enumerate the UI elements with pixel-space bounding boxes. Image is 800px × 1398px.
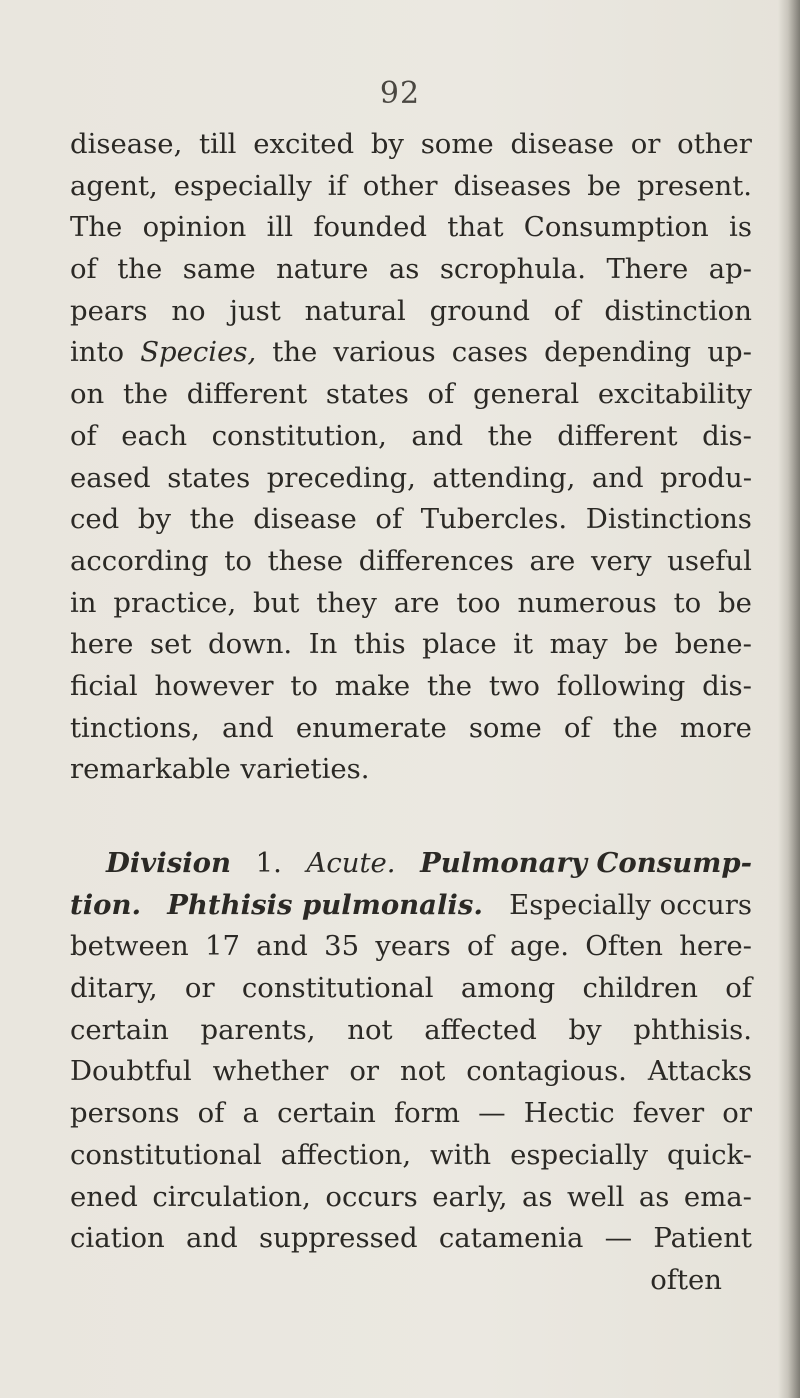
word: that [447, 211, 504, 244]
word: diseases [453, 169, 572, 202]
text-line [70, 249, 752, 291]
word: some [468, 711, 542, 744]
word: The [70, 211, 123, 244]
word: not [399, 1055, 446, 1088]
word: place [422, 628, 497, 661]
word: and [256, 930, 308, 963]
word: years [375, 930, 451, 963]
word: natural [304, 294, 406, 327]
word: or [349, 1055, 380, 1088]
word: distinction [604, 294, 752, 327]
paragraph-2-lines [70, 926, 752, 1260]
word: but [253, 586, 300, 619]
latin-name: Phthisis pulmonalis. [167, 888, 483, 921]
word: parents, [200, 1013, 316, 1046]
word: the [487, 419, 533, 452]
word: the [612, 711, 658, 744]
word: and [186, 1222, 238, 1255]
word: the [122, 378, 169, 411]
word: be [587, 169, 622, 202]
text-line [70, 624, 752, 666]
word: Tubercles. [420, 503, 568, 536]
word: ap- [708, 253, 752, 286]
text-line [70, 332, 752, 374]
word: on [70, 378, 105, 411]
word: of [70, 419, 97, 452]
word: some [420, 128, 494, 160]
word: be [718, 586, 752, 619]
word: affected [424, 1013, 537, 1046]
word: as [521, 1180, 553, 1213]
word: disease [253, 503, 357, 536]
word: among [460, 972, 556, 1005]
word: ema- [683, 1180, 752, 1213]
word: ground [429, 294, 530, 327]
word: suppressed [259, 1222, 418, 1255]
word: Patient [653, 1222, 752, 1255]
word: general [473, 378, 580, 411]
word: to [673, 586, 702, 619]
word: other [362, 169, 438, 202]
word: occurs [325, 1180, 418, 1213]
word: children [582, 972, 698, 1005]
word: depending [544, 336, 692, 369]
word: early, [432, 1180, 508, 1213]
word: especially [510, 1138, 649, 1171]
paragraph-2-division-1 [70, 843, 752, 1302]
word: Consumption [523, 211, 709, 244]
word: persons [70, 1097, 180, 1130]
text-line [70, 666, 752, 708]
word: bene- [674, 628, 752, 661]
word: in [70, 586, 97, 619]
word: the [189, 503, 235, 536]
word: between [70, 930, 189, 963]
word: the [427, 669, 473, 702]
word: here- [679, 930, 752, 963]
word: affection, [280, 1138, 412, 1171]
word: different [557, 419, 678, 452]
word: varieties. [240, 753, 370, 786]
text-line [70, 926, 752, 968]
word: this [353, 628, 406, 661]
word: of [467, 930, 494, 963]
word: into [70, 336, 125, 369]
text-line [70, 885, 752, 927]
text-run: Especially occurs [509, 888, 752, 921]
word: There [606, 253, 689, 286]
word: by [568, 1013, 602, 1046]
text-line [70, 1218, 752, 1260]
word: two [488, 669, 540, 702]
text-line [70, 374, 752, 416]
word: here [70, 628, 134, 661]
word: ced [70, 503, 120, 536]
word: not [347, 1013, 393, 1046]
word: ciation [70, 1222, 165, 1255]
word: as [638, 1180, 670, 1213]
text-line [70, 291, 752, 333]
word: and [222, 711, 274, 744]
division-label: Division [106, 847, 231, 879]
word: the [117, 253, 163, 286]
word: of [427, 378, 455, 411]
word: very [591, 544, 652, 577]
word: it [513, 628, 534, 661]
word: agent, [70, 169, 158, 202]
word: are [529, 544, 576, 577]
word: or [184, 972, 215, 1005]
word: however [154, 669, 274, 702]
word: no [171, 294, 206, 327]
word: constitution, [211, 419, 387, 452]
word: dis- [702, 669, 752, 702]
word: states [325, 378, 409, 411]
word: excited [253, 128, 355, 160]
word: whether [212, 1055, 329, 1088]
word: In [308, 628, 338, 661]
text-line [70, 166, 752, 208]
word: other [677, 128, 752, 160]
word: just [229, 294, 281, 327]
text-line [70, 1260, 752, 1302]
text-line [70, 416, 752, 458]
text-line [70, 968, 752, 1010]
division-title-continued: tion. [70, 888, 142, 921]
acute-label: Acute. [306, 847, 396, 879]
word: states [167, 461, 251, 494]
word: contagious. [466, 1055, 627, 1088]
word: be [624, 628, 659, 661]
word: according [70, 544, 209, 577]
word: disease, [70, 128, 183, 160]
word: they [316, 586, 377, 619]
word: various [333, 336, 436, 369]
word: produ- [660, 461, 752, 494]
word: may [549, 628, 608, 661]
word: ill [266, 211, 294, 244]
word: Hectic [523, 1097, 615, 1130]
word: attending, [432, 461, 576, 494]
word: preceding, [266, 461, 416, 494]
text-line [70, 1135, 752, 1177]
page-number: 92 [379, 76, 421, 111]
word: Often [585, 930, 663, 963]
word: if [327, 169, 347, 202]
word: of [375, 503, 403, 536]
word: certain [277, 1097, 376, 1130]
word: make [334, 669, 411, 702]
word: nature [276, 253, 369, 286]
text-line [70, 843, 752, 885]
text-line [70, 749, 752, 791]
text-line [70, 541, 752, 583]
text-line [70, 708, 752, 750]
word: Species, [140, 336, 257, 369]
word: set [149, 628, 192, 661]
word: especially [173, 169, 312, 202]
word: and [591, 461, 644, 494]
word: with [430, 1138, 492, 1171]
word: as [388, 253, 420, 286]
word: is [729, 211, 752, 244]
word: scrophula. [439, 253, 586, 286]
word: certain [70, 1013, 169, 1046]
word: till [199, 128, 237, 160]
paragraph-gap [70, 791, 752, 843]
word: to [290, 669, 318, 702]
word: remarkable [70, 753, 231, 786]
word: up- [707, 336, 752, 369]
word: form [393, 1097, 460, 1130]
text-line [70, 1093, 752, 1135]
word: of [70, 253, 97, 286]
word: phthisis. [633, 1013, 752, 1046]
text-line [70, 458, 752, 500]
word: present. [637, 169, 752, 202]
word: Distinctions [585, 503, 752, 536]
word: age. [509, 930, 569, 963]
word: ficial [70, 669, 138, 702]
word: eased [70, 461, 151, 494]
word: same [182, 253, 256, 286]
word: or [630, 128, 661, 160]
word: by [370, 128, 404, 160]
word: ened [70, 1180, 138, 1213]
text-line [70, 583, 752, 625]
body-text [70, 124, 752, 1302]
word: the [272, 336, 318, 369]
word: quick- [667, 1138, 752, 1171]
word: catamenia [438, 1222, 584, 1255]
word: pears [70, 294, 148, 327]
word: of [563, 711, 591, 744]
word: Doubtful [70, 1055, 192, 1088]
word: disease [510, 128, 615, 160]
word: too [456, 586, 501, 619]
word: circulation, [152, 1180, 311, 1213]
division-title: Pulmonary Consump- [420, 847, 752, 879]
word: more [679, 711, 752, 744]
word: of [197, 1097, 225, 1130]
word: excitability [597, 378, 752, 411]
word: fever [632, 1097, 705, 1130]
word: numerous [517, 586, 657, 619]
text-line [70, 124, 752, 166]
word: Attacks [647, 1055, 752, 1088]
word: opinion [142, 211, 247, 244]
word: 17 [204, 930, 240, 963]
word: to [224, 544, 252, 577]
text-line [70, 1177, 752, 1219]
text-line [70, 1051, 752, 1093]
word: are [393, 586, 440, 619]
word: of [725, 972, 752, 1005]
word: founded [313, 211, 427, 244]
word: differences [358, 544, 514, 577]
word: different [186, 378, 308, 411]
word: cases [451, 336, 529, 369]
catchword: often [650, 1263, 722, 1296]
text-line [70, 207, 752, 249]
word: enumerate [295, 711, 447, 744]
word: of [553, 294, 581, 327]
paragraph-1 [70, 124, 752, 791]
word: 35 [324, 930, 360, 963]
word: ditary, [70, 972, 158, 1005]
word: useful [667, 544, 752, 577]
word: constitutional [241, 972, 434, 1005]
word: and [411, 419, 464, 452]
word: tinctions, [70, 711, 200, 744]
page-edge-shadow [778, 0, 800, 1398]
word: practice, [113, 586, 237, 619]
word: dis- [702, 419, 752, 452]
word: well [567, 1180, 625, 1213]
division-number: 1. [255, 847, 282, 879]
word: — [604, 1222, 633, 1255]
word: constitutional [70, 1138, 262, 1171]
word: down. [208, 628, 293, 661]
word: by [137, 503, 172, 536]
word: these [267, 544, 344, 577]
word: each [121, 419, 188, 452]
word: or [722, 1097, 752, 1130]
text-line [70, 499, 752, 541]
word: following [556, 669, 686, 702]
word: — [478, 1097, 506, 1130]
word: a [242, 1097, 259, 1130]
text-line [70, 1010, 752, 1052]
